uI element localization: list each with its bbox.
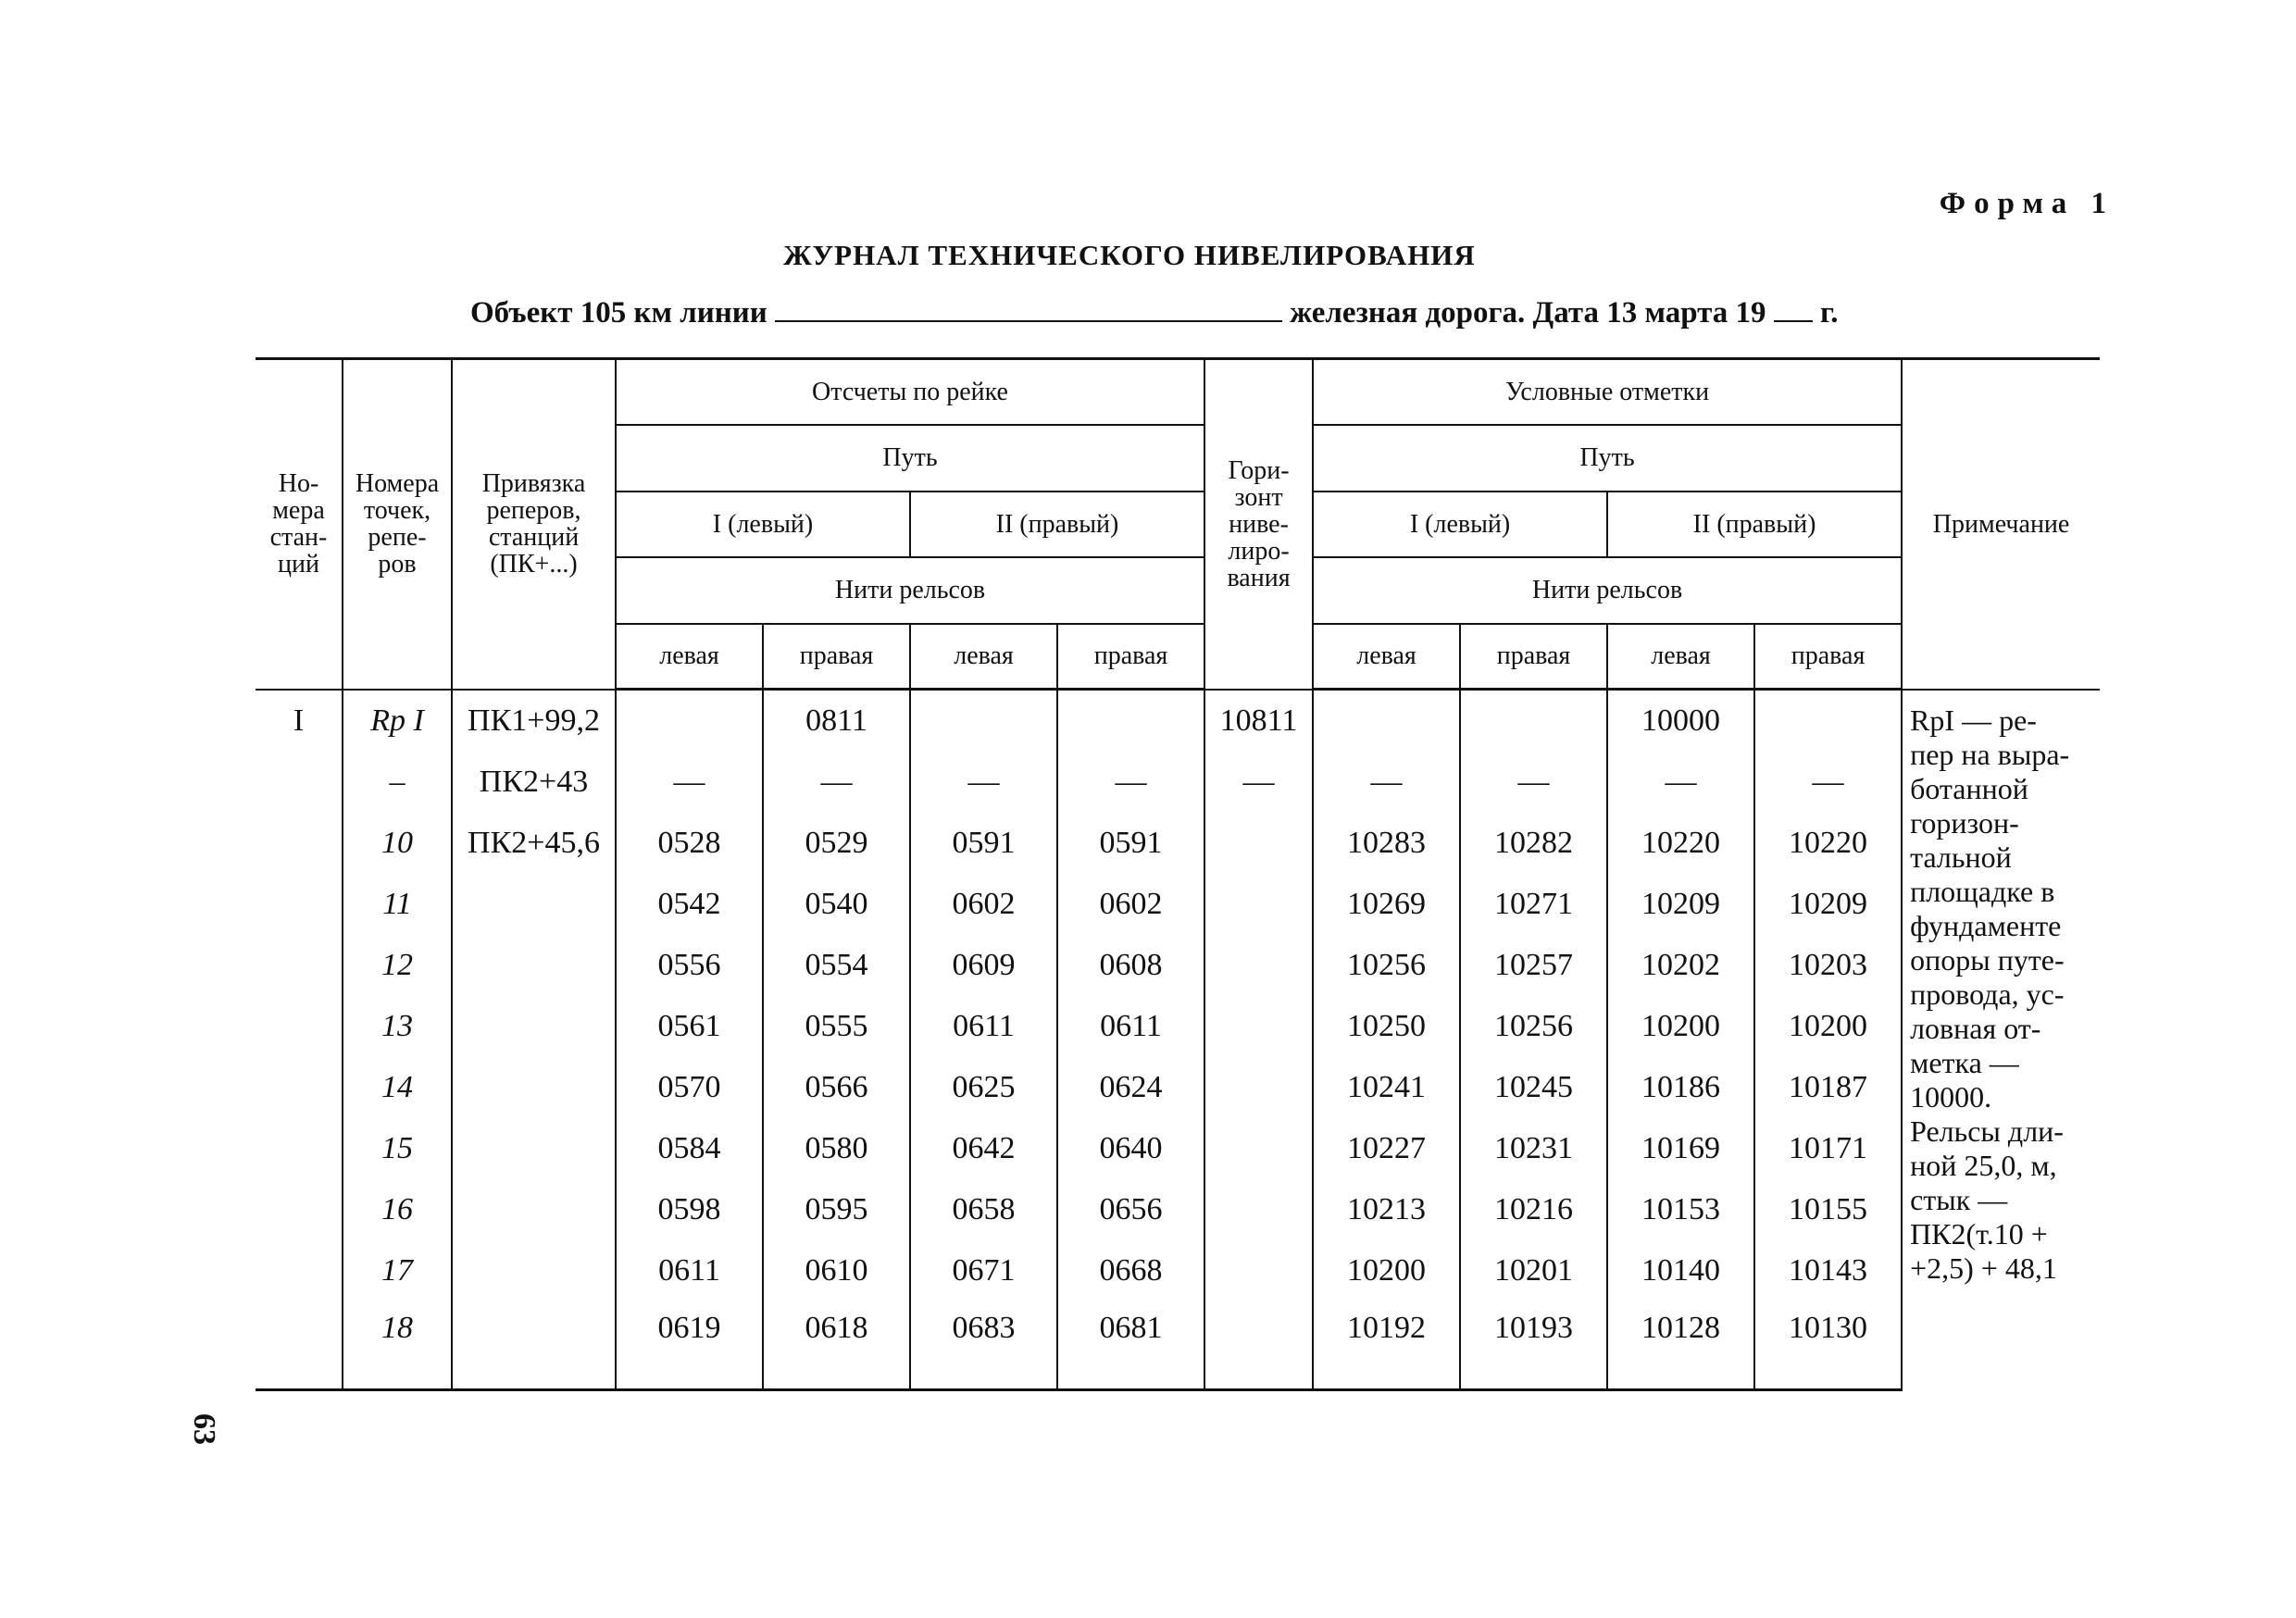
note-line: фундаменте (1910, 908, 2062, 942)
year-blank-line (1774, 315, 1813, 322)
cell-mark-left-track-left-thread: 10256 (1313, 935, 1460, 996)
cell-station (256, 752, 343, 813)
cell-binding (452, 1301, 616, 1390)
cell-reading-left-track-right-thread: 0595 (763, 1179, 910, 1240)
cell-station (256, 1301, 343, 1390)
cell-reading-left-track-right-thread: 0811 (763, 690, 910, 753)
cell-mark-right-track-left-thread: 10209 (1607, 874, 1754, 935)
cell-mark-right-track-right-thread: 10200 (1754, 996, 1902, 1057)
cell-horizon (1204, 874, 1313, 935)
cell-horizon: 10811 (1204, 690, 1313, 753)
note-line: тальной (1910, 840, 2012, 874)
cell-reading-right-track-left-thread: 0609 (910, 935, 1057, 996)
cell-reading-left-track-left-thread (616, 690, 763, 753)
cell-station (256, 1118, 343, 1179)
cell-station (256, 1240, 343, 1301)
cell-point: 12 (343, 935, 452, 996)
cell-reading-right-track-right-thread: 0624 (1057, 1057, 1204, 1118)
cell-reading-right-track-left-thread: 0611 (910, 996, 1057, 1057)
cell-mark-right-track-left-thread: 10202 (1607, 935, 1754, 996)
cell-binding (452, 996, 616, 1057)
cell-binding (452, 1057, 616, 1118)
cell-reading-left-track-left-thread: 0542 (616, 874, 763, 935)
header-marks-track-left: I (левый) (1313, 492, 1607, 557)
cell-horizon (1204, 1057, 1313, 1118)
cell-station (256, 1179, 343, 1240)
cell-point: 16 (343, 1179, 452, 1240)
cell-mark-right-track-left-thread: 10169 (1607, 1118, 1754, 1179)
cell-horizon (1204, 1179, 1313, 1240)
cell-mark-right-track-right-thread: 10187 (1754, 1057, 1902, 1118)
cell-mark-right-track-left-thread: 10128 (1607, 1301, 1754, 1390)
table-row (256, 1179, 2100, 1240)
cell-station (256, 996, 343, 1057)
header-readings-track: Путь (616, 425, 1204, 492)
note-line: площадке в (1910, 874, 2055, 908)
cell-binding (452, 1118, 616, 1179)
cell-binding (452, 1179, 616, 1240)
note-line: пер на выра- (1910, 737, 2070, 771)
cell-reading-left-track-right-thread: 0555 (763, 996, 910, 1057)
object-suffix: г. (1820, 296, 1839, 330)
header-readings-thread-right-2: правая (1057, 624, 1204, 690)
cell-horizon (1204, 935, 1313, 996)
cell-reading-left-track-right-thread: 0580 (763, 1118, 910, 1179)
leveling-journal-table (256, 357, 2100, 1391)
cell-mark-left-track-left-thread: 10283 (1313, 813, 1460, 874)
note-line: +2,5) + 48,1 (1910, 1251, 2057, 1285)
document-title: ЖУРНАЛ ТЕХНИЧЕСКОГО НИВЕЛИРОВАНИЯ (783, 239, 1476, 271)
cell-reading-right-track-left-thread: — (910, 752, 1057, 813)
cell-horizon: — (1204, 752, 1313, 813)
note-line: ловная от- (1910, 1011, 2041, 1045)
cell-reading-left-track-right-thread: 0540 (763, 874, 910, 935)
cell-station (256, 813, 343, 874)
table-row (256, 813, 2100, 874)
cell-binding (452, 874, 616, 935)
header-marks-track: Путь (1313, 425, 1902, 492)
cell-reading-right-track-left-thread: 0658 (910, 1179, 1057, 1240)
header-readings-thread-right-1: правая (763, 624, 910, 690)
cell-mark-left-track-right-thread: 10256 (1460, 996, 1607, 1057)
cell-mark-right-track-right-thread: — (1754, 752, 1902, 813)
cell-reading-left-track-right-thread: 0554 (763, 935, 910, 996)
cell-mark-left-track-right-thread: 10216 (1460, 1179, 1607, 1240)
cell-mark-right-track-right-thread: 10209 (1754, 874, 1902, 935)
cell-reading-right-track-right-thread: 0668 (1057, 1240, 1204, 1301)
cell-reading-left-track-right-thread: 0610 (763, 1240, 910, 1301)
header-marks-thread-right-2: правая (1754, 624, 1902, 690)
cell-reading-right-track-left-thread: 0625 (910, 1057, 1057, 1118)
object-prefix: Объект 105 км линии (470, 296, 767, 330)
header-readings-track-left: I (левый) (616, 492, 910, 557)
cell-horizon (1204, 1301, 1313, 1390)
header-marks-track-right: II (правый) (1607, 492, 1902, 557)
note-line: RрI — ре- (1910, 703, 2037, 737)
header-readings-thread-left-1: левая (616, 624, 763, 690)
cell-reading-right-track-right-thread: 0611 (1057, 996, 1204, 1057)
cell-horizon (1204, 1118, 1313, 1179)
cell-reading-right-track-right-thread: 0602 (1057, 874, 1204, 935)
header-marks-thread-left-2: левая (1607, 624, 1754, 690)
cell-horizon (1204, 996, 1313, 1057)
cell-point: 17 (343, 1240, 452, 1301)
cell-reading-right-track-right-thread (1057, 690, 1204, 753)
cell-mark-right-track-right-thread (1754, 690, 1902, 753)
cell-reading-left-track-right-thread: 0529 (763, 813, 910, 874)
cell-mark-right-track-left-thread: 10153 (1607, 1179, 1754, 1240)
cell-reading-left-track-left-thread: 0570 (616, 1057, 763, 1118)
cell-mark-right-track-left-thread: 10220 (1607, 813, 1754, 874)
object-blank-line (775, 315, 1282, 322)
header-horizon: Гори- зонт ниве- лиро- вания (1204, 359, 1313, 690)
cell-mark-right-track-right-thread: 10155 (1754, 1179, 1902, 1240)
note-line: метка — (1910, 1045, 2019, 1079)
cell-station (256, 935, 343, 996)
cell-point: 13 (343, 996, 452, 1057)
header-marks-rail-threads: Нити рельсов (1313, 557, 1902, 624)
page-number: 63 (187, 1413, 221, 1445)
table-row (256, 1240, 2100, 1301)
table-body (256, 690, 2100, 1390)
cell-binding: ПК1+99,2 (452, 690, 616, 753)
cell-reading-right-track-left-thread: 0591 (910, 813, 1057, 874)
cell-reading-right-track-right-thread: 0608 (1057, 935, 1204, 996)
cell-mark-right-track-left-thread: 10140 (1607, 1240, 1754, 1301)
object-middle: железная дорога. Дата 13 марта 19 (1290, 296, 1766, 330)
cell-reading-left-track-left-thread: 0584 (616, 1118, 763, 1179)
cell-mark-left-track-right-thread: 10193 (1460, 1301, 1607, 1390)
cell-point: 18 (343, 1301, 452, 1390)
header-point-no: Номера точек, репе- ров (343, 359, 452, 690)
cell-point: – (343, 752, 452, 813)
cell-mark-right-track-right-thread: 10220 (1754, 813, 1902, 874)
cell-reading-left-track-left-thread: — (616, 752, 763, 813)
cell-reading-right-track-left-thread (910, 690, 1057, 753)
cell-station (256, 874, 343, 935)
cell-binding (452, 1240, 616, 1301)
header-readings-thread-left-2: левая (910, 624, 1057, 690)
cell-mark-left-track-right-thread: — (1460, 752, 1607, 813)
cell-mark-left-track-right-thread (1460, 690, 1607, 753)
cell-point: 11 (343, 874, 452, 935)
cell-mark-left-track-left-thread: — (1313, 752, 1460, 813)
cell-reading-right-track-right-thread: 0640 (1057, 1118, 1204, 1179)
cell-mark-right-track-left-thread: 10000 (1607, 690, 1754, 753)
cell-point: 10 (343, 813, 452, 874)
table-row (256, 690, 2100, 753)
table-row (256, 1301, 2100, 1390)
cell-reading-right-track-left-thread: 0671 (910, 1240, 1057, 1301)
cell-reading-right-track-left-thread: 0602 (910, 874, 1057, 935)
cell-point: 15 (343, 1118, 452, 1179)
cell-horizon (1204, 1240, 1313, 1301)
header-binding: Привязка реперов, станций (ПК+...) (452, 359, 616, 690)
table-row (256, 874, 2100, 935)
note-line: стык — (1910, 1182, 2008, 1216)
cell-mark-left-track-left-thread: 10269 (1313, 874, 1460, 935)
cell-reading-left-track-right-thread: — (763, 752, 910, 813)
cell-mark-left-track-right-thread: 10201 (1460, 1240, 1607, 1301)
cell-reading-left-track-left-thread: 0561 (616, 996, 763, 1057)
header-conditional-marks: Условные отметки (1313, 359, 1902, 425)
cell-station (256, 1057, 343, 1118)
cell-reading-right-track-right-thread: 0656 (1057, 1179, 1204, 1240)
cell-mark-left-track-left-thread: 10213 (1313, 1179, 1460, 1240)
header-readings-track-right: II (правый) (910, 492, 1204, 557)
note-cell (1902, 690, 2100, 1390)
table-row (256, 996, 2100, 1057)
header-rod-readings: Отсчеты по рейке (616, 359, 1204, 425)
note-line: горизон- (1910, 805, 2019, 840)
cell-mark-right-track-right-thread: 10203 (1754, 935, 1902, 996)
cell-mark-left-track-right-thread: 10231 (1460, 1118, 1607, 1179)
cell-reading-left-track-left-thread: 0611 (616, 1240, 763, 1301)
cell-station: I (256, 690, 343, 753)
cell-reading-right-track-right-thread: — (1057, 752, 1204, 813)
cell-mark-left-track-left-thread (1313, 690, 1460, 753)
cell-mark-left-track-right-thread: 10245 (1460, 1057, 1607, 1118)
note-line: ПК2(т.10 + (1910, 1216, 2048, 1251)
cell-mark-right-track-left-thread: 10200 (1607, 996, 1754, 1057)
cell-reading-left-track-left-thread: 0598 (616, 1179, 763, 1240)
table-row (256, 935, 2100, 996)
header-marks-thread-left-1: левая (1313, 624, 1460, 690)
cell-point: Rр I (343, 690, 452, 753)
header-readings-rail-threads: Нити рельсов (616, 557, 1204, 624)
cell-mark-right-track-left-thread: — (1607, 752, 1754, 813)
object-line (470, 296, 1839, 330)
note-line: Рельсы дли- (1910, 1114, 2064, 1148)
note-line: ной 25,0, м, (1910, 1148, 2057, 1182)
cell-mark-left-track-right-thread: 10271 (1460, 874, 1607, 935)
cell-reading-left-track-right-thread: 0566 (763, 1057, 910, 1118)
cell-binding (452, 935, 616, 996)
cell-reading-right-track-right-thread: 0681 (1057, 1301, 1204, 1390)
cell-mark-left-track-right-thread: 10257 (1460, 935, 1607, 996)
cell-reading-right-track-right-thread: 0591 (1057, 813, 1204, 874)
cell-binding: ПК2+43 (452, 752, 616, 813)
cell-reading-right-track-left-thread: 0683 (910, 1301, 1057, 1390)
table-header (256, 359, 2100, 690)
table-row (256, 1118, 2100, 1179)
cell-mark-left-track-left-thread: 10227 (1313, 1118, 1460, 1179)
table-row (256, 752, 2100, 813)
cell-reading-left-track-left-thread: 0528 (616, 813, 763, 874)
header-note: Примечание (1902, 359, 2100, 690)
cell-mark-left-track-left-thread: 10250 (1313, 996, 1460, 1057)
note-line: опоры путе- (1910, 942, 2065, 977)
cell-reading-right-track-left-thread: 0642 (910, 1118, 1057, 1179)
cell-reading-left-track-left-thread: 0619 (616, 1301, 763, 1390)
cell-mark-left-track-left-thread: 10200 (1313, 1240, 1460, 1301)
cell-mark-right-track-left-thread: 10186 (1607, 1057, 1754, 1118)
note-line: 10000. (1910, 1079, 1992, 1114)
header-marks-thread-right-1: правая (1460, 624, 1607, 690)
cell-mark-right-track-right-thread: 10171 (1754, 1118, 1902, 1179)
cell-binding: ПК2+45,6 (452, 813, 616, 874)
cell-mark-left-track-left-thread: 10241 (1313, 1057, 1460, 1118)
note-line: ботанной (1910, 771, 2028, 805)
note-line: провода, ус- (1910, 977, 2065, 1011)
header-station-no: Но- мера стан- ций (256, 359, 343, 690)
cell-mark-left-track-right-thread: 10282 (1460, 813, 1607, 874)
cell-mark-left-track-left-thread: 10192 (1313, 1301, 1460, 1390)
cell-horizon (1204, 813, 1313, 874)
cell-mark-right-track-right-thread: 10143 (1754, 1240, 1902, 1301)
cell-point: 14 (343, 1057, 452, 1118)
table-row (256, 1057, 2100, 1118)
cell-reading-left-track-right-thread: 0618 (763, 1301, 910, 1390)
cell-reading-left-track-left-thread: 0556 (616, 935, 763, 996)
cell-mark-right-track-right-thread: 10130 (1754, 1301, 1902, 1390)
form-label: Форма 1 (1939, 187, 2115, 220)
